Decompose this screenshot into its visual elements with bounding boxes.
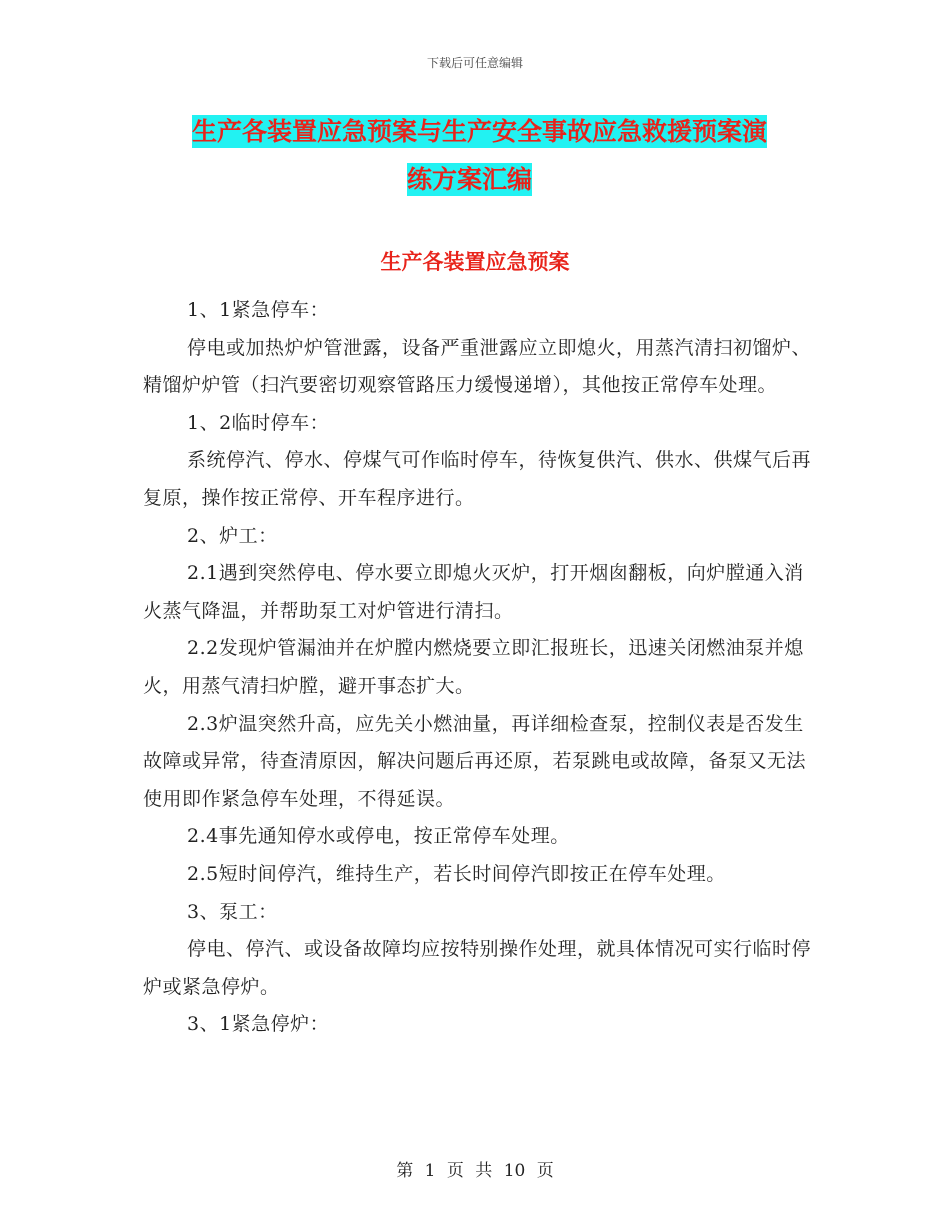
paragraph: 3、泵工：	[187, 900, 278, 923]
title-line-1-text: 生产各装置应急预案与生产安全事故应急救援预案演	[192, 117, 768, 146]
paragraph: 2.2发现炉管漏油并在炉膛内燃烧要立即汇报班长，迅速关闭燃油泵并熄火，用蒸气清扫炉膛，避开事态扩大。	[143, 637, 804, 697]
paragraph: 2.4事先通知停水或停电，按正常停车处理。	[187, 825, 570, 848]
header-note: 下载后可任意编辑	[426, 56, 523, 70]
paragraph: 2.1遇到突然停电、停水要立即熄火灭炉，打开烟囱翻板，向炉膛通入消火蒸气降温，并帮助泵工对炉管进行清扫。	[143, 562, 804, 622]
paragraph: 系统停汽、停水、停煤气可作临时停车，待恢复供汽、供水、供煤气后再复原，操作按正常停、开车程序进行。	[143, 449, 812, 509]
title-line-1	[192, 108, 767, 156]
paragraph: 停电或加热炉炉管泄露，设备严重泄露应立即熄火，用蒸汽清扫初馏炉、精馏炉炉管（扫汽要密切观察管路压力缓慢递增），其他按正常停车处理。	[143, 336, 812, 397]
paragraph: 1、2临时停车：	[187, 411, 330, 434]
paragraph: 3、1紧急停炉：	[187, 1013, 330, 1036]
section-heading: 生产各装置应急预案	[380, 250, 570, 274]
document-body	[143, 292, 815, 1044]
paragraph: 停电、停汽、或设备故障均应按特别操作处理，就具体情况可实行临时停炉或紧急停炉。	[143, 938, 812, 998]
paragraph: 1、1紧急停车：	[187, 299, 330, 321]
page-number-footer: 第 1 页 共 10 页	[396, 1161, 554, 1181]
title-line-2-text: 练方案汇编	[407, 165, 533, 194]
paragraph: 2.5短时间停汽，维持生产，若长时间停汽即按正在停车处理。	[187, 862, 726, 885]
paragraph: 2、炉工：	[187, 524, 278, 547]
paragraph: 2.3炉温突然升高，应先关小燃油量，再详细检查泵，控制仪表是否发生故障或异常，待查清原因，解决问题后再还原，若泵跳电或故障，备泵又无法使用即作紧急停车处理，不得延误。	[143, 712, 807, 810]
title-line-2	[407, 156, 532, 204]
